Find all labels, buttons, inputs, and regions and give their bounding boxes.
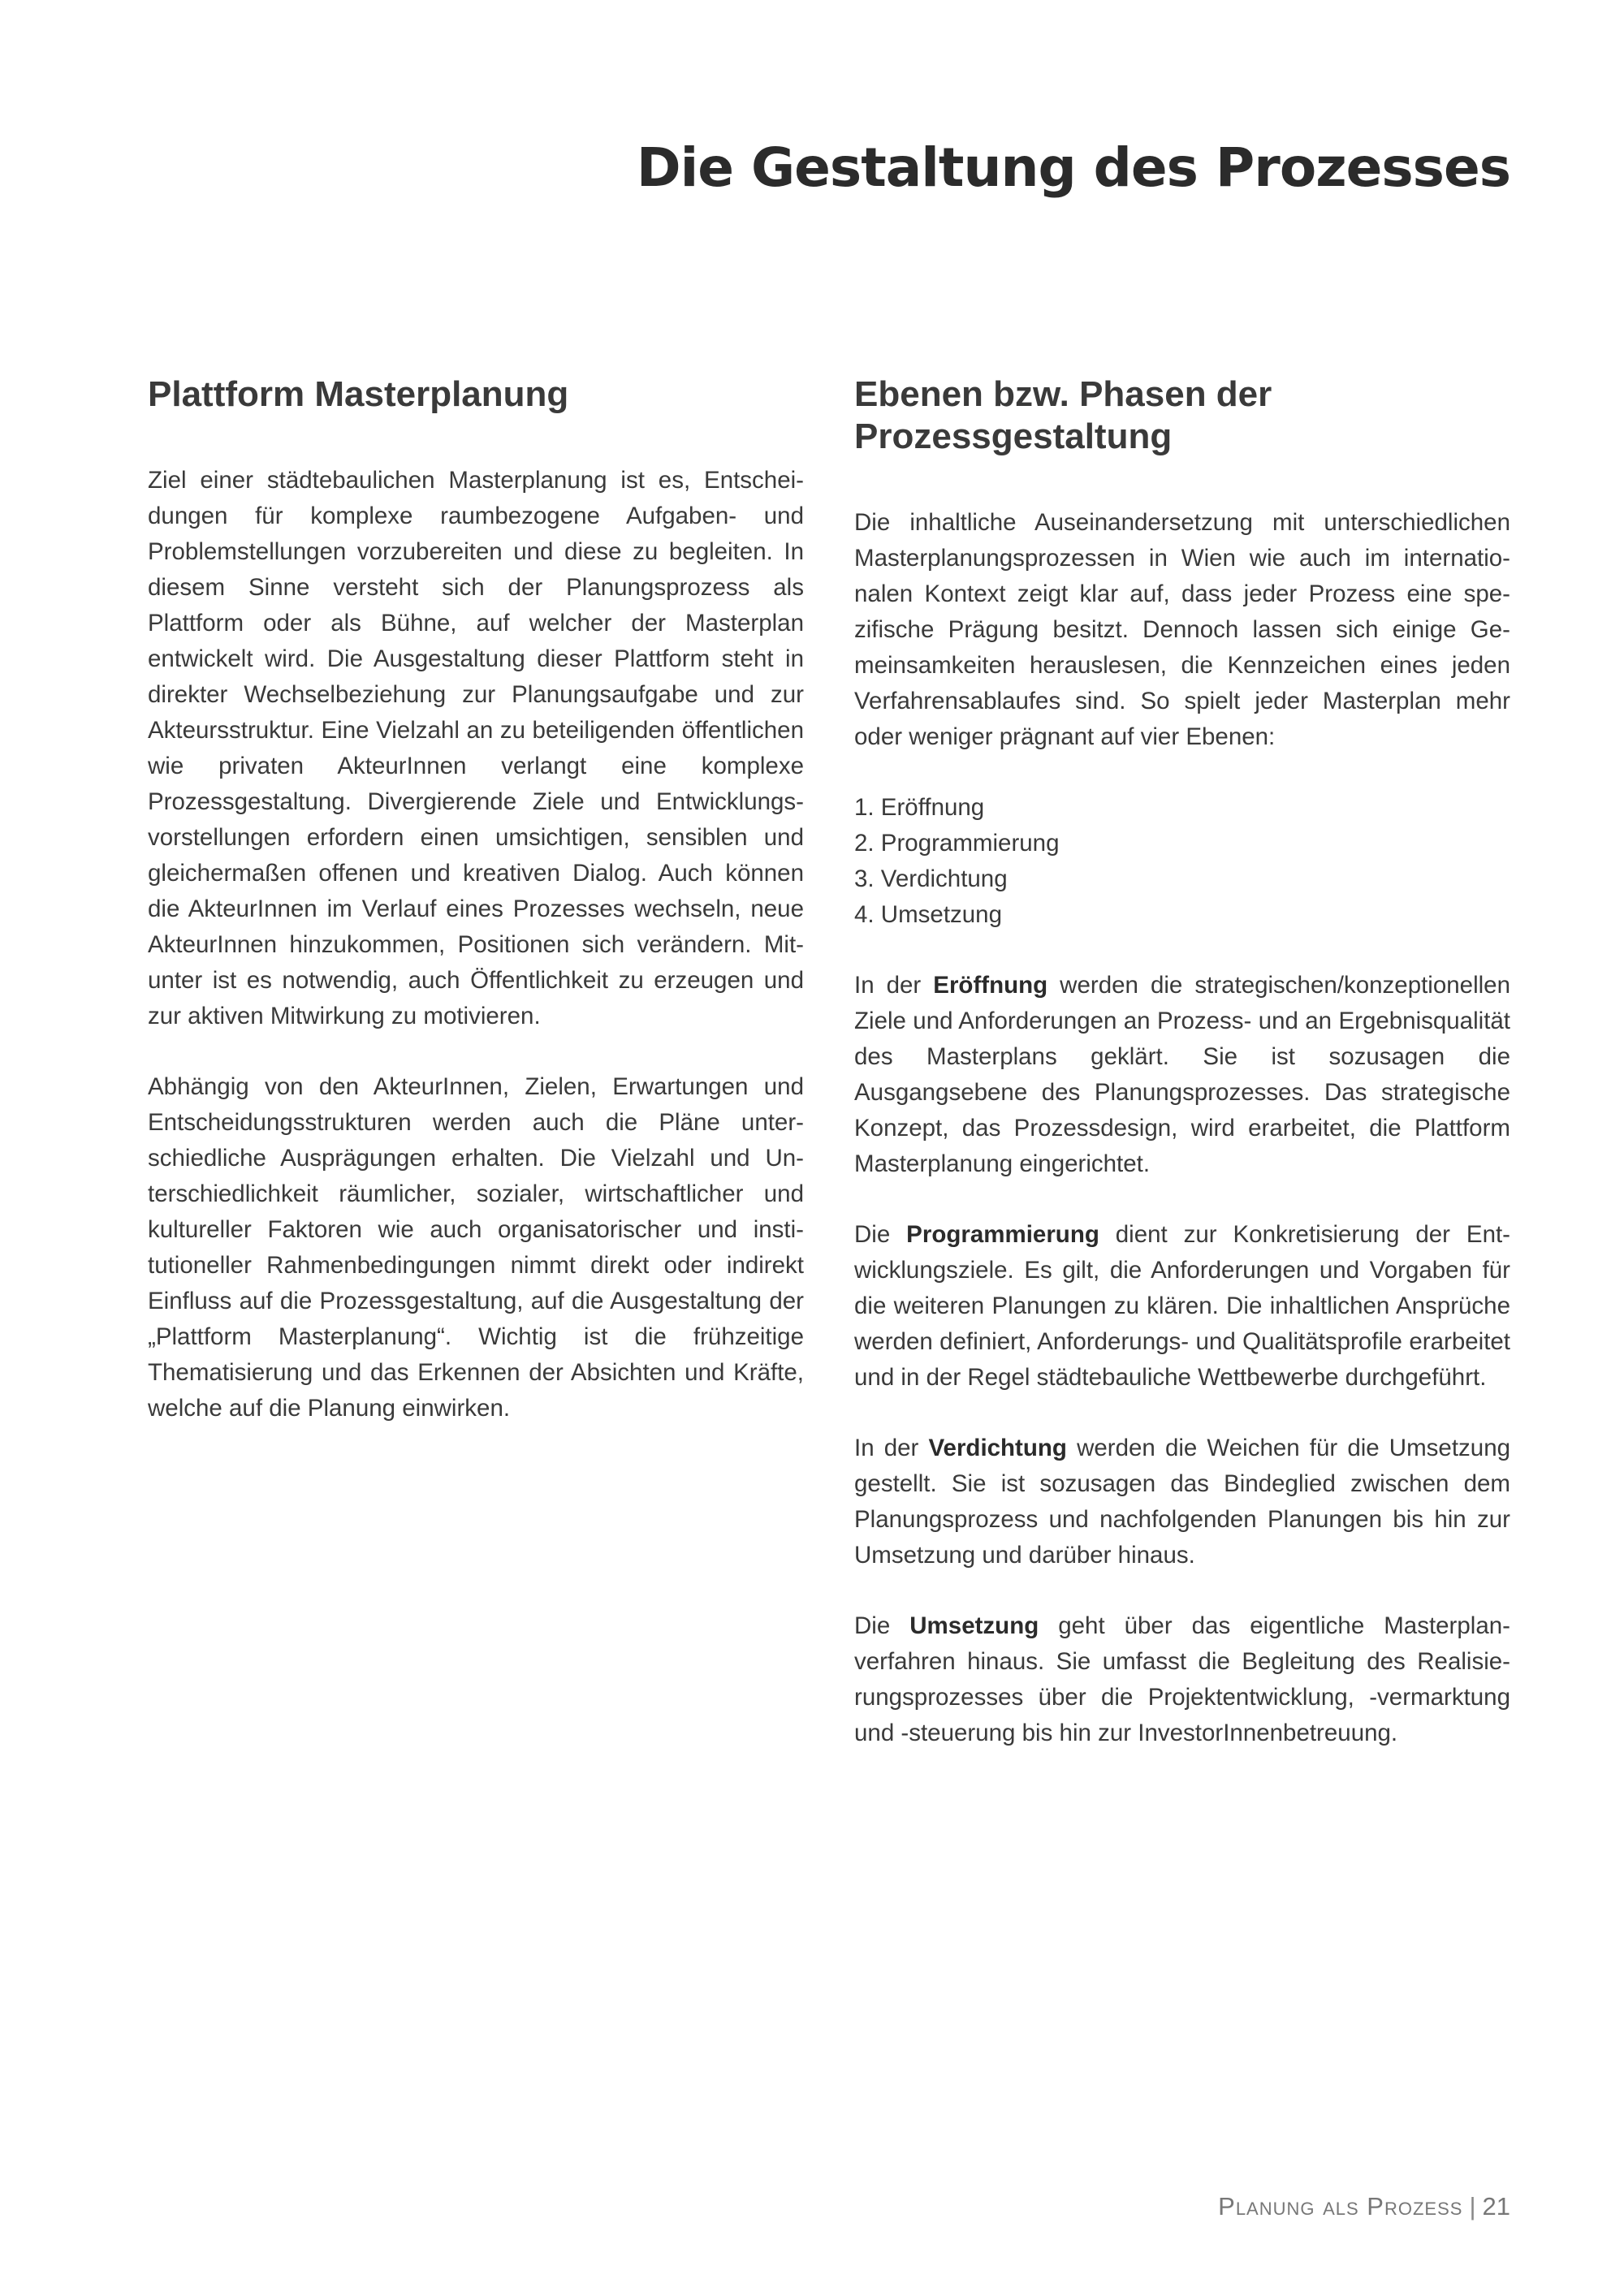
page-number: 21 bbox=[1482, 2192, 1510, 2220]
right-heading bbox=[854, 373, 1510, 458]
section-programmierung: Die Programmierung dient zur Konkretisierung der Entwicklungsziele. Es gilt, die Anforderungen und Vorgaben für die weiteren Planungen zu klären. Die inhaltlichen Ansprüche werden definiert, Anforderungs- und Qualitätsprofile erarbeitet und in der Regel städtebauliche Wettbewerbe durchgeführt. bbox=[854, 1221, 1510, 1391]
running-title: Planung als Prozess bbox=[1218, 2192, 1463, 2220]
footer-separator: | bbox=[1469, 2192, 1476, 2220]
phase-item: 3. Verdichtung bbox=[854, 865, 1008, 892]
left-column bbox=[148, 373, 804, 1461]
phase-item: 2. Programmierung bbox=[854, 830, 1060, 857]
section-verdichtung: In der Verdichtung werden die Weichen für die Umsetzung gestellt. Sie ist sozusagen das Bindeglied zwischen dem Planungsprozess und nachfolgenden Planungen bis hin zur Umsetzung und darüber hinaus. bbox=[854, 1435, 1511, 1569]
section-eroeffnung: In der Eröffnung werden die strategischen/konzeptionellen Ziele und Anforderungen an Prozess- und an Ergebnisqualität des Masterplans geklärt. Sie ist sozusagen die Ausgangsebene des Planungsprozesses. Das strategische Konzept, das Prozessdesign, wird erarbeitet, die Plattform Masterplanung eingerichtet. bbox=[854, 972, 1510, 1177]
right-column bbox=[854, 373, 1510, 1786]
term-programmierung: Programmierung bbox=[906, 1221, 1099, 1248]
right-intro: Die inhaltliche Auseinandersetzung mit unterschiedlichen Masterplanungsprozessen in Wien wie auch im internationalen Kontext zeigt klar auf, dass jeder Prozess eine spezifische Prägung besitzt. Dennoch lassen sich einige Gemeinsamkeiten herauslesen, die Kennzeichen eines jeden Verfahrensablaufes sind. So spielt jeder Masterplan mehr oder weniger prägnant auf vier Ebenen: bbox=[854, 509, 1510, 750]
left-heading: Plattform Masterplanung bbox=[148, 374, 569, 414]
left-paragraph: Abhängig von den AkteurInnen, Zielen, Erwartungen und Entscheidungsstrukturen werden auch die Pläne unterschiedliche Ausprägungen erhalten. Die Vielzahl und Unterschiedlichkeit räumlicher, sozialer, wirtschaftlicher und kultureller Faktoren wie auch organisatorischer und institutioneller Rahmenbedingungen nimmt direkt oder indirekt Einfluss auf die Prozessgestaltung, auf die Ausgestaltung der „Plattform Masterplanung“. Wichtig ist die frühzeitige Thematisierung und das Erkennen der Absichten und Kräfte, welche auf die Planung einwirken. bbox=[148, 1073, 804, 1422]
phase-item: 1. Eröffnung bbox=[854, 794, 985, 821]
section-umsetzung: Die Umsetzung geht über das eigentliche Masterplanverfahren hinaus. Sie umfasst die Begleitung des Realisierungsprozesses über die Projektentwicklung, -vermarktung und -steuerung bis hin zur InvestorInnenbetreuung. bbox=[854, 1612, 1510, 1746]
page-title: Die Gestaltung des Prozesses bbox=[636, 136, 1510, 199]
term-umsetzung: Umsetzung bbox=[909, 1612, 1039, 1639]
page-footer bbox=[1218, 2192, 1510, 2221]
right-heading-line2: Prozessgestaltung bbox=[854, 416, 1173, 456]
phase-item: 4. Umsetzung bbox=[854, 901, 1002, 928]
left-paragraph: Ziel einer städtebaulichen Masterplanung ist es, Entscheidungen für komplexe raumbezogene Aufgaben- und Problemstellungen vorzubereiten und diese zu begleiten. In diesem Sinne versteht sich der Planungsprozess als Plattform oder als Bühne, auf welcher der Masterplan entwickelt wird. Die Ausgestaltung dieser Plattform steht in direkter Wechselbeziehung zur Planungsaufgabe und zur Akteursstruktur. Eine Vielzahl an zu beteiligenden öffentlichen wie privaten AkteurInnen verlangt eine komplexe Prozessgestaltung. Divergierende Ziele und Entwicklungsvorstellungen erfordern einen umsichtigen, sensiblen und gleichermaßen offenen und kreativen Dialog. Auch können die AkteurInnen im Verlauf eines Prozesses wechseln, neue AkteurInnen hinzukommen, Positionen sich verändern. Mitunter ist es notwendig, auch Öffentlichkeit zu erzeugen und zur aktiven Mitwirkung zu motivieren. bbox=[148, 467, 804, 1029]
term-eroeffnung: Eröffnung bbox=[933, 972, 1048, 999]
right-heading-line1: Ebenen bzw. Phasen der bbox=[854, 374, 1272, 414]
term-verdichtung: Verdichtung bbox=[928, 1435, 1067, 1461]
phase-list bbox=[854, 790, 1510, 933]
